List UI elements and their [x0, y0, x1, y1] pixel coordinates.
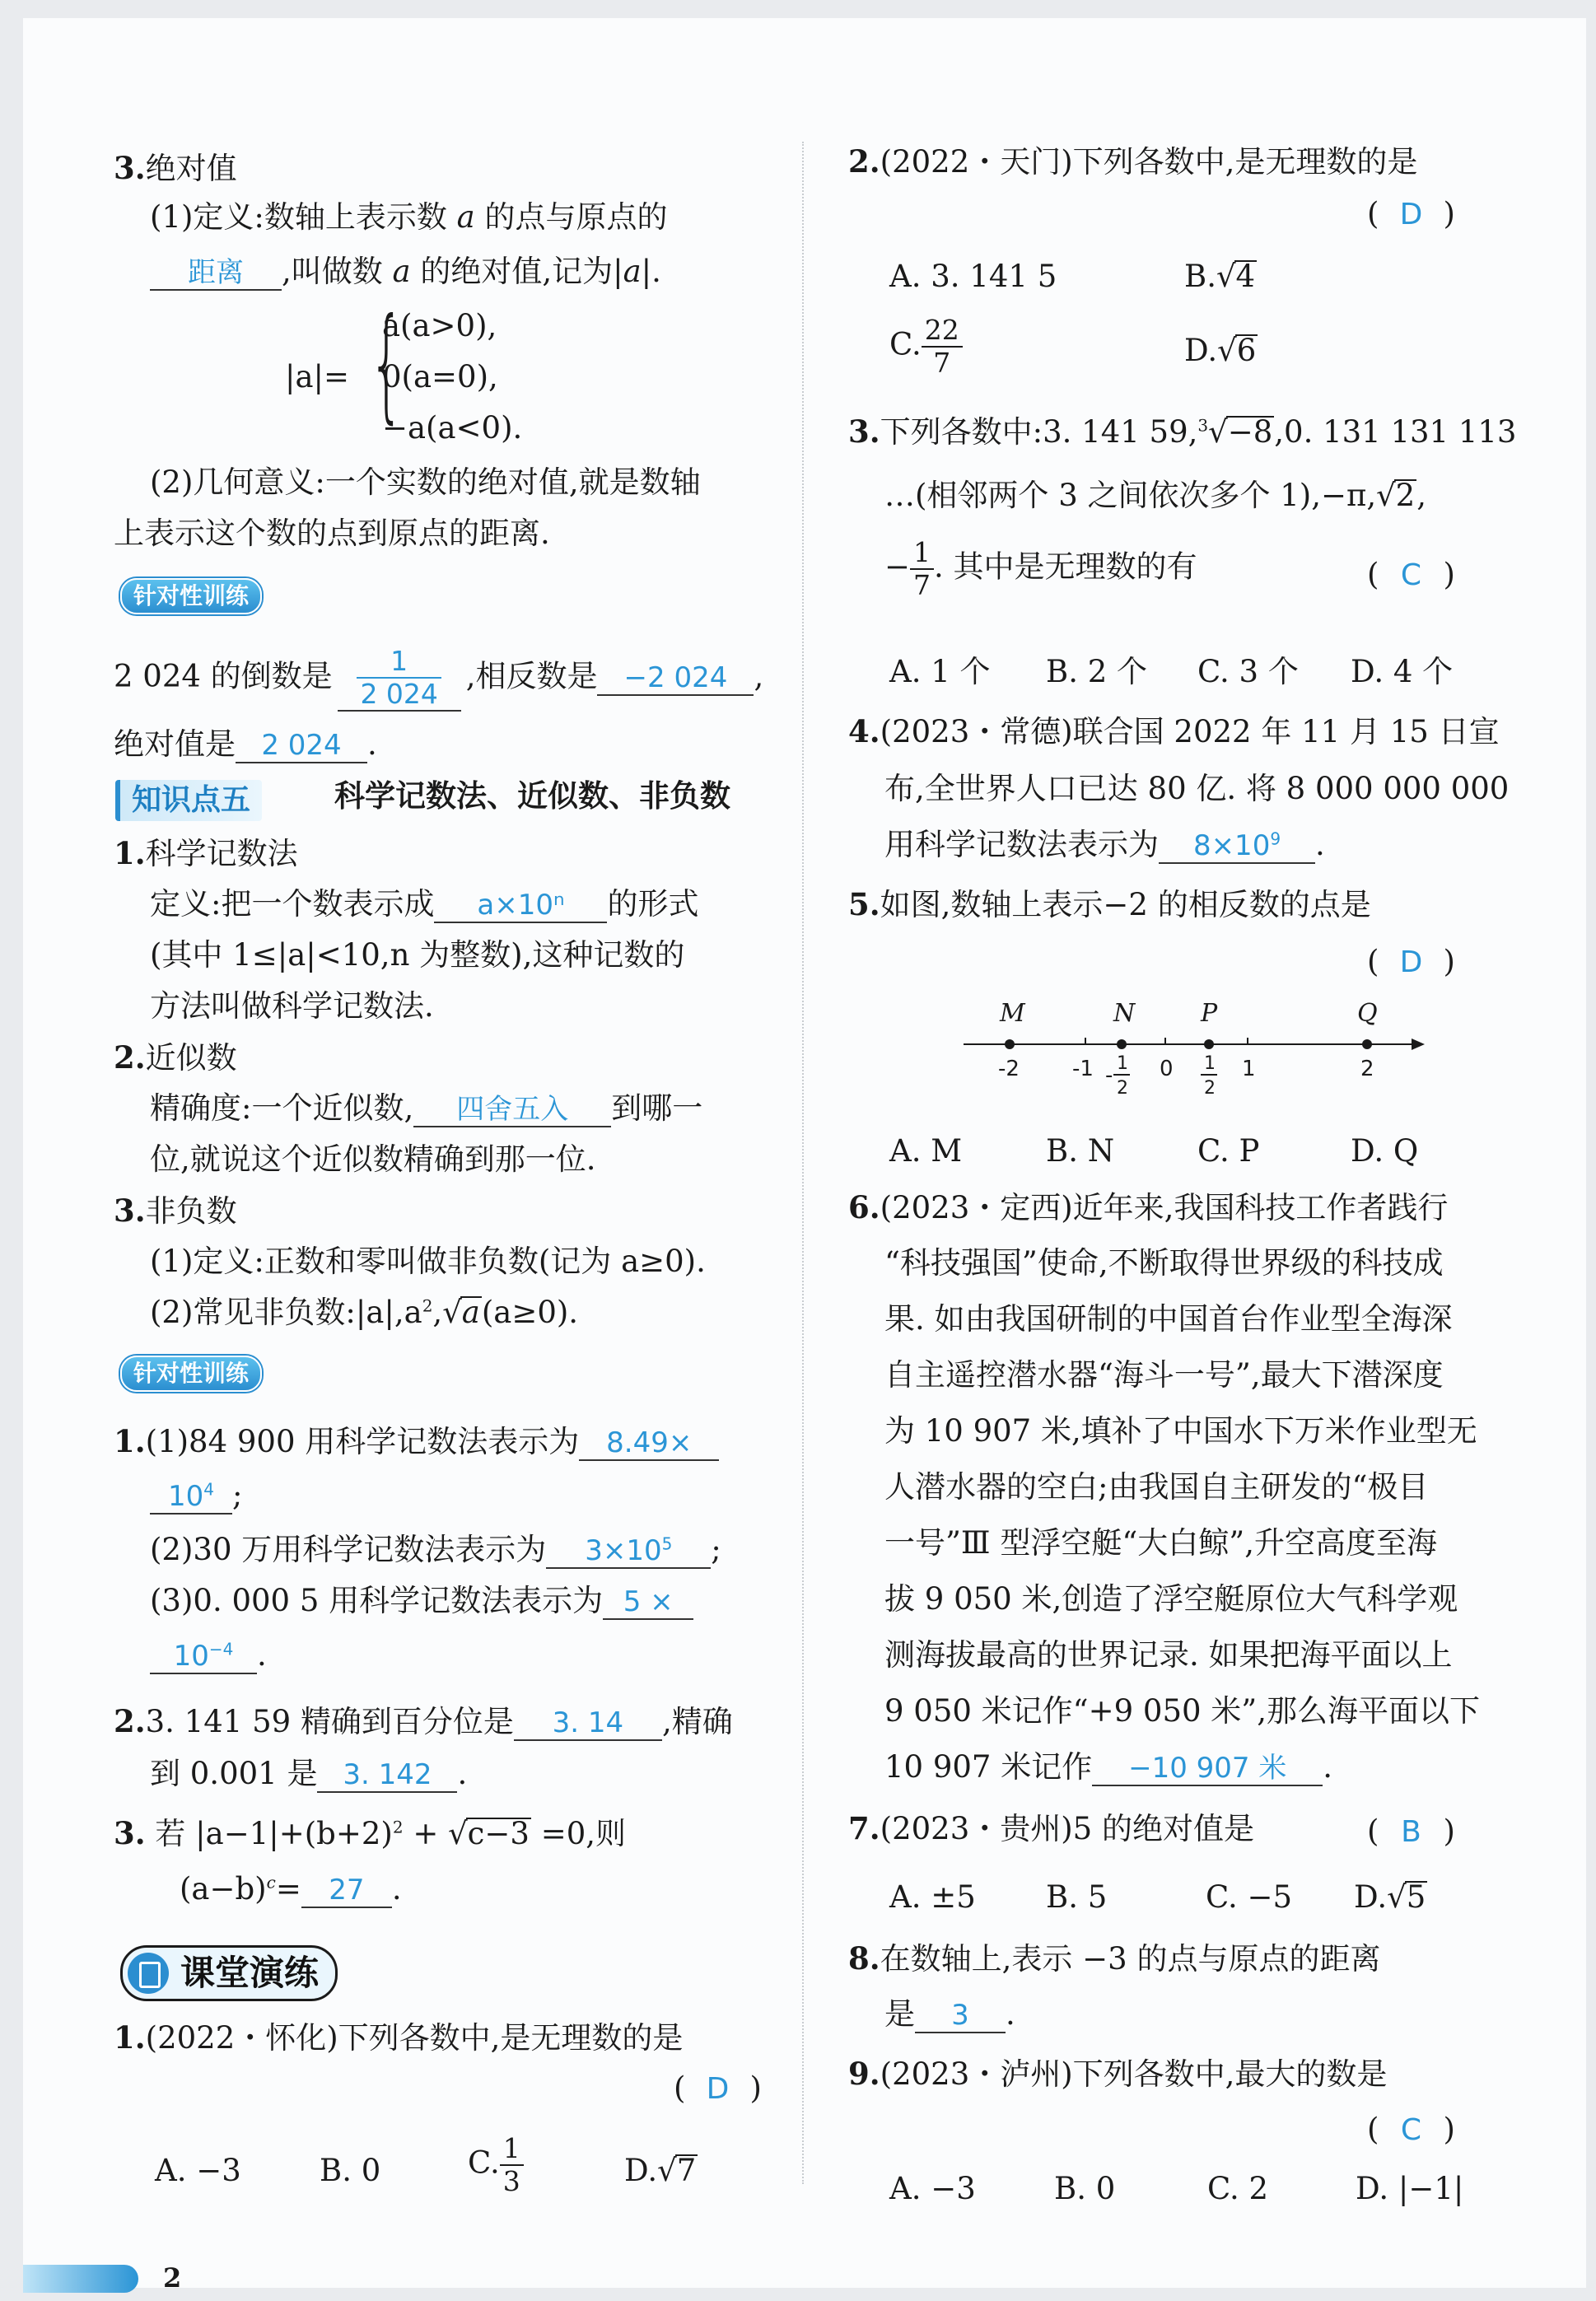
- abs-case2: 0(a=0),: [382, 359, 498, 394]
- abs-def-line1: (1)定义:数轴上表示数 a 的点与原点的: [150, 199, 668, 235]
- q6-line: 9 050 米记作“+9 050 米”,那么海平面以下: [884, 1693, 1480, 1729]
- q3-line1: 3.下列各数中:3. 141 59,$^3$√−8,0. 131 131 113: [848, 413, 1517, 450]
- point-label: Q: [1357, 999, 1378, 1028]
- drill2-q1-line2: $10^4$ ;: [150, 1476, 242, 1515]
- answer-blank: 四舍五入: [413, 1093, 611, 1127]
- kp5-s2-heading: 2.近似数: [114, 1039, 237, 1076]
- kp5-s1-heading: 1.科学记数法: [114, 835, 298, 871]
- drill1-line2: 绝对值是 2 024 .: [114, 726, 377, 762]
- tick-label: -: [1105, 1063, 1113, 1088]
- abs-case1: a(a>0),: [382, 308, 497, 343]
- answer-paren: ( D ): [1367, 196, 1455, 231]
- option-d: D. |−1|: [1356, 2171, 1464, 2206]
- answer-blank: 27: [301, 1874, 392, 1908]
- sqrt-sign: √: [1376, 478, 1396, 513]
- q8-line2: 是 3 .: [884, 1996, 1015, 2032]
- q4-line1: 4.(2023・常德)联合国 2022 年 11 月 15 日宣: [848, 713, 1500, 749]
- answer-blank: $8\times 10^9$: [1159, 829, 1315, 864]
- q6-last-line: 10 907 米记作 −10 907 米 .: [884, 1749, 1332, 1785]
- abs-case3: −a(a<0).: [382, 410, 523, 446]
- option-b: B. 0: [1054, 2171, 1116, 2206]
- option-a: A. −3: [889, 2171, 976, 2206]
- brace: {: [369, 292, 404, 436]
- option-b: B. N: [1046, 1133, 1115, 1169]
- abs-case-lhs: |a|=: [285, 359, 349, 394]
- option-c: C. P: [1197, 1133, 1260, 1169]
- q6-line: “科技强国”使命,不断取得世界级的科技成: [884, 1245, 1444, 1281]
- option-a: A. 1 个: [889, 654, 991, 689]
- q5-stem: 5.如图,数轴上表示−2 的相反数的点是: [848, 886, 1371, 922]
- answer-blank: $10^4$: [150, 1480, 232, 1515]
- q9-stem: 9.(2023・泸州)下列各数中,最大的数是: [848, 2056, 1388, 2092]
- sqrt-sign: √: [442, 1295, 462, 1330]
- kp5-s3-line1: (1)定义:正数和零叫做非负数(记为 a≥0).: [150, 1244, 706, 1279]
- abs-geo-line2: 上表示这个数的点到原点的距离.: [114, 516, 550, 551]
- option-c: C. 3 个: [1197, 654, 1299, 689]
- kp5-s2-line2: 位,就说这个近似数精确到那一位.: [150, 1141, 596, 1177]
- drill2-q1-line3: (2)30 万用科学记数法表示为 $3\times 10^5$ ;: [150, 1532, 721, 1567]
- drill2-q1-line5: $10^{-4}$ .: [150, 1636, 267, 1675]
- q7-stem: 7.(2023・贵州)5 的绝对值是: [848, 1810, 1254, 1846]
- abs-geo-line1: (2)几何意义:一个实数的绝对值,就是数轴: [150, 464, 701, 500]
- option-b: B. 2 个: [1046, 654, 1148, 689]
- drill2-q1-line4: (3)0. 000 5 用科学记数法表示为 5 ×: [150, 1581, 693, 1621]
- drill-badge: 针对性训练: [120, 1356, 262, 1392]
- option-b: B.√4: [1184, 259, 1256, 294]
- sqrt-sign: √: [1217, 333, 1237, 368]
- q2-stem: 2.(2022・天门)下列各数中,是无理数的是: [848, 143, 1418, 180]
- point-label: P: [1201, 999, 1218, 1028]
- point-label: M: [1000, 999, 1025, 1028]
- kp5-s2-line1: 精确度:一个近似数, 四舍五入 到哪一: [150, 1090, 703, 1126]
- option-d: D.√5: [1354, 1879, 1426, 1915]
- q6-line: 为 10 907 米,填补了中国水下万米作业型无: [884, 1413, 1477, 1449]
- q6-line: 测海拔最高的世界记录. 如果把海平面以上: [884, 1637, 1453, 1673]
- kp5-s1-line3: 方法叫做科学记数法.: [150, 988, 434, 1024]
- option-c: C. −5: [1206, 1879, 1293, 1915]
- q6-line: 一号”Ⅲ 型浮空艇“大白鲸”,升空高度至海: [884, 1525, 1437, 1561]
- tick-label: 0: [1160, 1057, 1174, 1081]
- option-a: A. M: [889, 1133, 963, 1169]
- abs-def-line2: 距离 ,叫做数 a 的绝对值,记为|a|.: [150, 252, 661, 292]
- drill2-q2-line2: 到 0.001 是 3. 142 .: [150, 1756, 468, 1791]
- drill2-q3-line1: 3. 若 $|a-1|+(b+2)^2 + √c-3 =0$,则: [114, 1815, 627, 1851]
- q8-line1: 8.在数轴上,表示 −3 的点与原点的距离: [848, 1940, 1381, 1977]
- axis-arrow: [1412, 1038, 1425, 1050]
- q3-line3: − $\frac{1}{7}$ . 其中是无理数的有: [884, 536, 1197, 601]
- tick-label: 1: [1204, 1053, 1216, 1074]
- answer-blank: 3. 142: [317, 1758, 457, 1793]
- classroom-q1: 1.(2022・怀化)下列各数中,是无理数的是: [114, 2019, 684, 2056]
- option-c: C. $\frac{22}{7}$: [889, 315, 963, 379]
- kp5-s1-line1: 定义:把一个数表示成 a×10ⁿ 的形式: [150, 886, 699, 922]
- tick-label: 1: [1117, 1053, 1128, 1074]
- option-b: B. 5: [1046, 1879, 1108, 1915]
- drill2-q2-line1: 2.3. 141 59 精确到百分位是 3. 14 ,精确: [114, 1703, 733, 1739]
- q4-line3: 用科学记数法表示为 $8\times 10^9$ .: [884, 827, 1325, 862]
- point-p: [1204, 1039, 1214, 1049]
- answer-blank: $3\times 10^5$: [546, 1534, 711, 1569]
- abs-heading: 3.绝对值: [114, 150, 237, 186]
- option-d: D.√7: [624, 2153, 697, 2188]
- answer-blank: −10 907 米: [1092, 1752, 1323, 1786]
- kp5-s3-heading: 3.非负数: [114, 1193, 237, 1229]
- drill-badge: 针对性训练: [120, 578, 262, 614]
- sqrt-sign: √: [657, 2153, 677, 2188]
- sqrt-sign: √: [1387, 1879, 1407, 1915]
- notebook-icon: [128, 1953, 169, 1994]
- q6-line: 自主遥控潜水器“海斗一号”,最大下潜深度: [884, 1357, 1444, 1393]
- sqrt-sign: √: [448, 1816, 468, 1851]
- answer-blank: 3: [915, 1999, 1006, 2033]
- option-d: D. 4 个: [1351, 654, 1454, 689]
- q3-line2: …(相邻两个 3 之间依次多个 1),−π,√2,: [884, 478, 1426, 513]
- point-m: [1005, 1039, 1015, 1049]
- option-d: D. Q: [1351, 1133, 1419, 1169]
- point-n: [1117, 1039, 1127, 1049]
- answer-paren: ( C ): [1367, 2112, 1455, 2147]
- answer-blank: −2 024: [597, 661, 754, 696]
- page-number: 2: [163, 2262, 182, 2294]
- knowledge-point-badge: 知识点五: [115, 780, 262, 821]
- option-a: A. ±5: [889, 1879, 976, 1915]
- answer-paren: ( D ): [674, 2070, 762, 2106]
- answer-blank: $10^{-4}$: [150, 1640, 257, 1674]
- q4-line2: 布,全世界人口已达 80 亿. 将 8 000 000 000: [884, 771, 1510, 806]
- answer-paren: ( D ): [1367, 944, 1455, 979]
- q6-line: 果. 如由我国研制的中国首台作业型全海深: [884, 1301, 1453, 1337]
- kp5-s1-line2: (其中 1≤|a|<10,n 为整数),这种记数的: [150, 937, 685, 973]
- answer-blank: 5 ×: [603, 1585, 693, 1620]
- option-b: B. 0: [320, 2153, 381, 2188]
- answer-blank: 8.49×: [579, 1426, 719, 1461]
- number-line-figure: [964, 990, 1425, 1113]
- tick-label: 1: [1242, 1057, 1256, 1081]
- answer-blank: 3. 14: [514, 1706, 662, 1741]
- answer-blank: 距离: [150, 256, 282, 291]
- answer-paren: ( B ): [1367, 1813, 1455, 1849]
- option-c: C. $\frac{1}{3}$: [468, 2133, 524, 2197]
- answer-blank: a×10ⁿ: [434, 889, 607, 923]
- point-q: [1362, 1039, 1372, 1049]
- kp5-s3-line2: (2)常见非负数$:|a|,a^2,√a(a\ge 0)$.: [150, 1295, 579, 1330]
- drill1-line1: 2 024 的倒数是 $\frac{1}{2 024}$ ,相反数是 −2 024 ,: [114, 645, 764, 710]
- tick-label: -2: [998, 1057, 1020, 1081]
- tick-label: 2: [1204, 1078, 1216, 1099]
- tick-label: 2: [1117, 1078, 1128, 1099]
- point-label: N: [1113, 999, 1136, 1028]
- option-c: C. 2: [1207, 2171, 1269, 2206]
- option-d: D.√6: [1184, 333, 1257, 368]
- section-badge: 课堂演练: [120, 1945, 338, 2001]
- workbook-page: [23, 18, 1586, 2294]
- drill2-q3-line2: $(a-b)^c= 27$ .: [180, 1871, 402, 1907]
- sqrt-sign: √: [1208, 414, 1228, 450]
- answer-blank: 2 024: [236, 729, 367, 763]
- option-a: A. 3. 141 5: [889, 259, 1057, 294]
- answer-paren: ( C ): [1367, 557, 1455, 592]
- drill2-q1-line1: 1.(1)84 900 用科学记数法表示为 8.49×: [114, 1421, 719, 1462]
- option-a: A. −3: [155, 2153, 241, 2188]
- page-number-bar: [23, 2265, 138, 2293]
- tick-label: -1: [1072, 1057, 1094, 1081]
- column-divider: [802, 142, 804, 2184]
- sqrt-sign: √: [1216, 259, 1236, 294]
- q6-line1: 6.(2023・定西)近年来,我国科技工作者践行: [848, 1189, 1449, 1225]
- tick-label: 2: [1360, 1057, 1374, 1081]
- knowledge-point-title: 科学记数法、近似数、非负数: [334, 778, 730, 814]
- q6-line: 拔 9 050 米,创造了浮空艇原位大气科学观: [884, 1581, 1458, 1617]
- q6-line: 人潜水器的空白;由我国自主研发的“极目: [884, 1469, 1429, 1505]
